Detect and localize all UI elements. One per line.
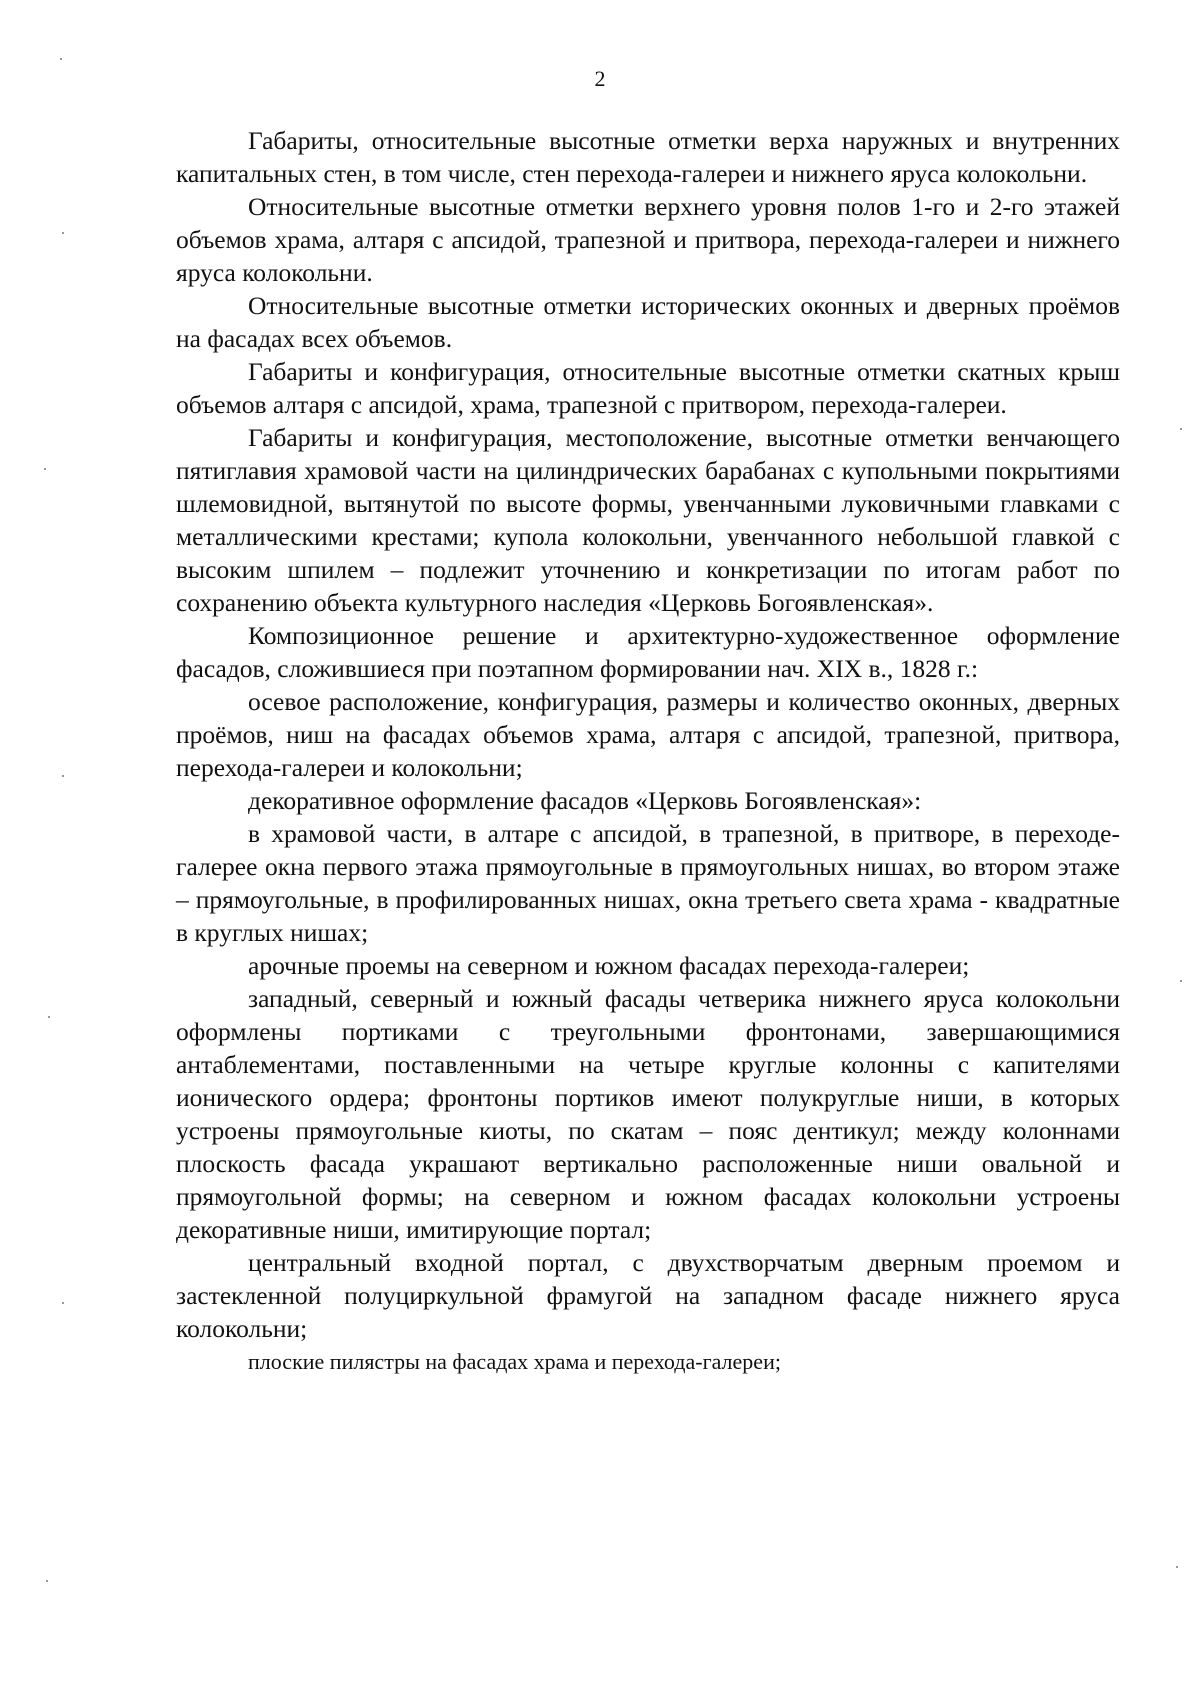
scan-speck [48,1016,50,1018]
paragraph: плоские пилястры на фасадах храма и перехода-галереи; [248,1349,781,1374]
paragraph: Габариты и конфигурация, относительные высотные отметки скатных крыш объемов алтаря с апсидой, храма, трапезной с притвором, перехода-галереи. [176,357,1120,419]
paragraph: в храмовой части, в алтаре с апсидой, в трапезной, в притворе, в переходе-галерее окна первого этажа прямоугольные в прямоугольных нишах, во втором этаже – прямоугольные, в профилированных нишах, окна третьего света храма - квадратные в круглых нишах; [176,819,1120,947]
scan-speck [60,58,62,60]
scan-speck [44,468,46,470]
scan-speck [1180,428,1182,430]
scan-speck [62,775,64,777]
paragraph: Композиционное решение и архитектурно-художественное оформление фасадов, сложившиеся при поэтапном формировании нач. XIX в., 1828 г.: [176,621,1120,683]
paragraph: арочные проемы на северном и южном фасадах перехода-галереи; [248,951,970,980]
scan-speck [62,1302,64,1304]
scan-speck [46,1580,48,1582]
paragraph: Габариты, относительные высотные отметки верха наружных и внутренних капитальных стен, в том числе, стен перехода-галереи и нижнего яруса колокольни. [176,126,1120,188]
paragraph: Относительные высотные отметки исторических оконных и дверных проёмов на фасадах всех объемов. [176,291,1120,353]
paragraph: декоративное оформление фасадов «Церковь Богоявленская»: [248,786,922,815]
paragraph: западный, северный и южный фасады четверика нижнего яруса колокольни оформлены портиками с треугольными фронтонами, завершающимися антаблементами, поставленными на четыре круглые колонны с капителями ионического ордера; фронтоны портиков имеют полукруглые ниши, в которых устроены прямоугольные киоты, по скатам – пояс дентикул; между колоннами плоскость фасада украшают вертикально расположенные ниши овальной и прямоугольной формы; на северном и южном фасадах колокольни устроены декоративные ниши, имитирующие портал; [176,984,1120,1244]
paragraph: Габариты и конфигурация, местоположение, высотные отметки венчающего пятиглавия храмовой части на цилиндрических барабанах с купольными покрытиями шлемовидной, вытянутой по высоте формы, увенчанными луковичными главками с металлическими крестами; купола колокольни, увенчанного небольшой главкой с высоким шпилем – подлежит уточнению и конкретизации по итогам работ по сохранению объекта культурного наследия «Церковь Богоявленская». [176,423,1120,617]
scan-speck [62,232,64,234]
document-body [176,124,1120,1378]
page-number: 2 [594,66,606,91]
scan-speck [1176,1566,1178,1568]
paragraph: Относительные высотные отметки верхнего уровня полов 1-го и 2-го этажей объемов храма, алтаря с апсидой, трапезной и притвора, перехода-галереи и нижнего яруса колокольни. [176,192,1120,287]
scan-speck [1180,980,1182,982]
paragraph: центральный входной портал, с двухстворчатым дверным проемом и застекленной полуциркульной фрамугой на западном фасаде нижнего яруса колокольни; [176,1248,1120,1343]
paragraph: осевое расположение, конфигурация, размеры и количество оконных, дверных проёмов, ниш на фасадах объемов храма, алтаря с апсидой, трапезной, притвора, перехода-галереи и колокольни; [176,687,1120,782]
